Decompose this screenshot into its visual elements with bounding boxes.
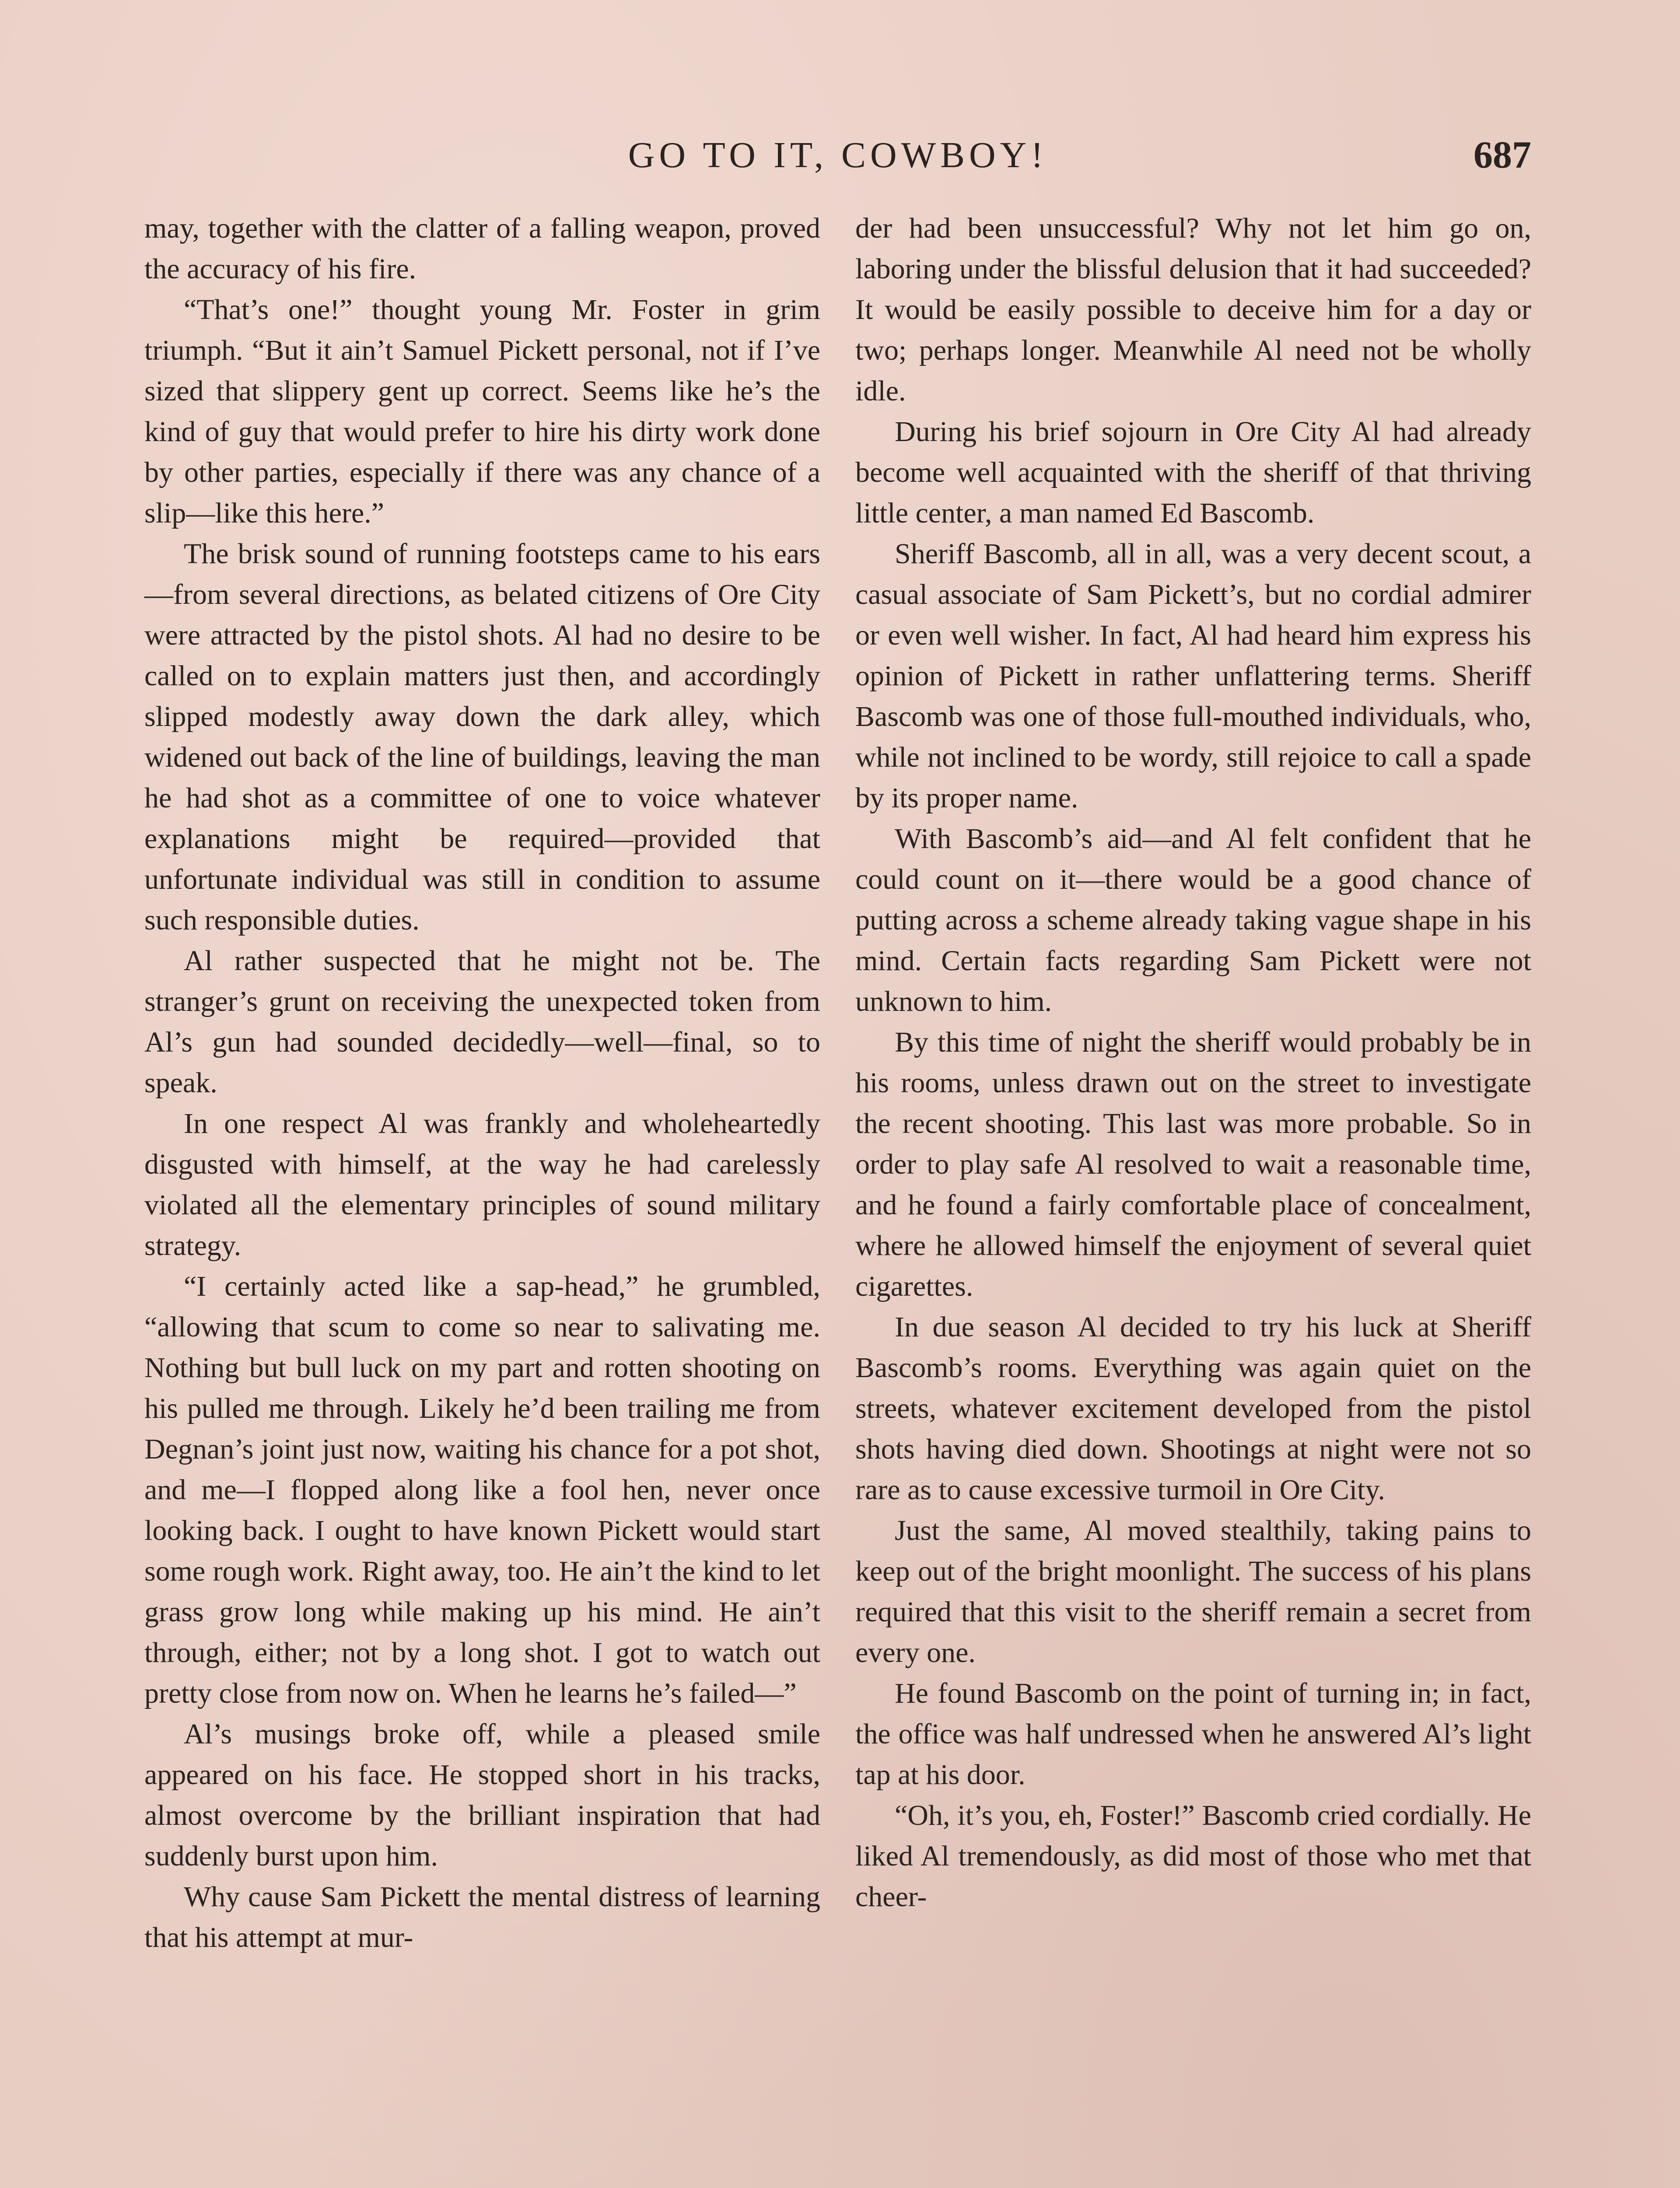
paragraph: “I certainly acted like a sap-head,” he grumbled, “allowing that scum to come so near to salivating me. Nothing but bull luck on my part and rotten shooting on his pulled me through. Likely he’d been trailing me from Degnan’s joint just now, waiting his chance for a pot shot, and me—I flopped along like a fool hen, never once looking back. I ought to have known Pickett would start some rough work. Right away, too. He ain’t the kind to let grass grow long while making up his mind. He ain’t through, either; not by a long shot. I got to watch out pretty close from now on. When he learns he’s failed—” (144, 1270, 820, 1709)
page-number: 687 (1474, 134, 1531, 176)
paragraph: “Oh, it’s you, eh, Foster!” Bascomb cried cordially. He liked Al tremendously, as did most of those who met that cheer- (855, 1799, 1531, 1913)
paragraph: Just the same, Al moved stealthily, taking pains to keep out of the bright moonlight. The success of his plans required that this visit to the sheriff remain a secret from every one. (855, 1515, 1531, 1669)
left-text-column (144, 208, 820, 1958)
paragraph: In due season Al decided to try his luck at Sheriff Bascomb’s rooms. Everything was again quiet on the streets, whatever excitement developed from the pistol shots having died down. Shootings at night were not so rare as to cause excessive turmoil in Ore City. (855, 1311, 1531, 1506)
paragraph: By this time of night the sheriff would probably be in his rooms, unless drawn out on the street to investigate the recent shooting. This last was more probable. So in order to play safe Al resolved to wait a reasonable time, and he found a fairly comfortable place of concealment, where he allowed himself the enjoyment of several quiet cigarettes. (855, 1026, 1531, 1302)
running-title: GO TO IT, COWBOY! (628, 135, 1048, 175)
paragraph: The brisk sound of running footsteps came to his ears—from several directions, as belated citizens of Ore City were attracted by the pistol shots. Al had no desire to be called on to explain matters just then, and accordingly slipped modestly away down the dark alley, which widened out back of the line of buildings, leaving the man he had shot as a committee of one to voice whatever explanations might be required—provided that unfortunate individual was still in condition to assume such responsible duties. (144, 538, 820, 936)
paragraph: “That’s one!” thought young Mr. Foster in grim triumph. “But it ain’t Samuel Pickett personal, not if I’ve sized that slippery gent up correct. Seems like he’s the kind of guy that would prefer to hire his dirty work done by other parties, especially if there was any chance of a slip—like this here.” (144, 294, 820, 529)
paragraph: may, together with the clatter of a falling weapon, proved the accuracy of his fire. (144, 212, 820, 285)
paragraph: Al rather suspected that he might not be. The stranger’s grunt on receiving the unexpected token from Al’s gun had sounded decidedly—well—final, so to speak. (144, 945, 820, 1099)
paragraph: He found Bascomb on the point of turning in; in fact, the office was half undressed when he answered Al’s light tap at his door. (855, 1677, 1531, 1791)
paragraph: Why cause Sam Pickett the mental distress of learning that his attempt at mur- (144, 1881, 820, 1953)
paragraph: During his brief sojourn in Ore City Al had already become well acquainted with the sheriff of that thriving little center, a man named Ed Bascomb. (855, 416, 1531, 529)
paragraph: With Bascomb’s aid—and Al felt confident that he could count on it—there would be a good chance of putting across a scheme already taking vague shape in his mind. Certain facts regarding Sam Pickett were not unknown to him. (855, 823, 1531, 1017)
paragraph: Al’s musings broke off, while a pleased smile appeared on his face. He stopped short in his tracks, almost overcome by the brilliant inspiration that had suddenly burst upon him. (144, 1718, 820, 1872)
paragraph: Sheriff Bascomb, all in all, was a very decent scout, a casual associate of Sam Pickett’s, but no cordial admirer or even well wisher. In fact, Al had heard him express his opinion of Pickett in rather unflattering terms. Sheriff Bascomb was one of those full-mouthed individuals, who, while not inclined to be wordy, still rejoice to call a spade by its proper name. (855, 538, 1531, 814)
right-text-column (855, 208, 1531, 1917)
paragraph: der had been unsuccessful? Why not let him go on, laboring under the blissful delusion that it had succeeded? It would be easily possible to deceive him for a day or two; perhaps longer. Meanwhile Al need not be wholly idle. (855, 212, 1531, 407)
running-header (144, 131, 1531, 179)
paragraph: In one respect Al was frankly and wholeheartedly disgusted with himself, at the way he had carelessly violated all the elementary principles of sound military strategy. (144, 1108, 820, 1262)
